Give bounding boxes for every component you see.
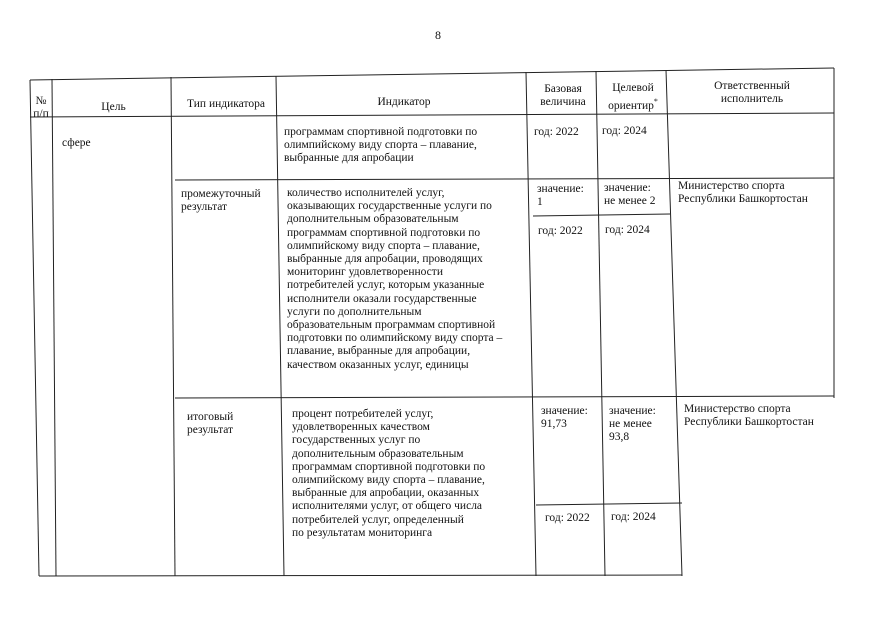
- row-2-type: итоговый результат: [187, 411, 234, 437]
- row-0-base-year: год: 2022: [534, 126, 579, 138]
- header-type: Тип индикатора: [187, 98, 265, 110]
- row-1-type: промежуточный результат: [181, 188, 261, 214]
- row-1-base-year: год: 2022: [538, 225, 583, 237]
- row-1-target-year: год: 2024: [605, 224, 650, 236]
- row-1-base-value: значение: 1: [537, 183, 584, 209]
- row-2-base-year: год: 2022: [545, 512, 590, 524]
- header-num: № п/п: [33, 95, 49, 121]
- row-0-indicator: программам спортивной подготовки по олимпийскому виду спорта – плавание, выбранные для апробации: [284, 126, 478, 165]
- row-2-target-value: значение: не менее 93,8: [609, 405, 656, 444]
- header-indicator: Индикатор: [377, 96, 431, 108]
- row-1-responsible: Министерство спорта Республики Башкортостан: [678, 180, 808, 206]
- page-number: 8: [435, 28, 441, 42]
- header-goal: Цель: [101, 101, 126, 113]
- header-target: Целевой ориентир*: [608, 82, 658, 113]
- row-0-target-year: год: 2024: [602, 125, 647, 137]
- row-1-indicator: количество исполнителей услуг, оказывающих государственные услуги по дополнительным образовательным программам спортивной подготовки по олимпийскому виду спорта – плавание, выбранные для апробации, проводящих мониторинг удовлетворенности потребителей услуг, которым указанные исполнители оказали государственные услуги по дополнительным образовательным программам спортивной подготовки по олимпийскому виду спорта – плавание, выбранные для апробации, качеством оказанных услуг, единицы: [287, 187, 503, 371]
- row-2-base-value: значение: 91,73: [541, 405, 588, 431]
- footnote-mark: *: [653, 97, 658, 107]
- header-base: Базовая величина: [540, 83, 586, 109]
- row-2-indicator: процент потребителей услуг, удовлетворенных качеством государственных услуг по дополнительным образовательным программам спортивной подготовки по олимпийскому виду спорта – плавание, выбранные для апробации, оказанных исполнителями услуг, от общего числа потребителей услуг, определенный по результатам мониторинга: [292, 408, 486, 539]
- row-1-target-value: значение: не менее 2: [604, 182, 656, 208]
- header-responsible: Ответственный исполнитель: [714, 80, 790, 106]
- row-2-target-year: год: 2024: [611, 511, 656, 523]
- goal-cell: сфере: [62, 137, 91, 149]
- row-2-responsible: Министерство спорта Республики Башкортостан: [684, 403, 814, 429]
